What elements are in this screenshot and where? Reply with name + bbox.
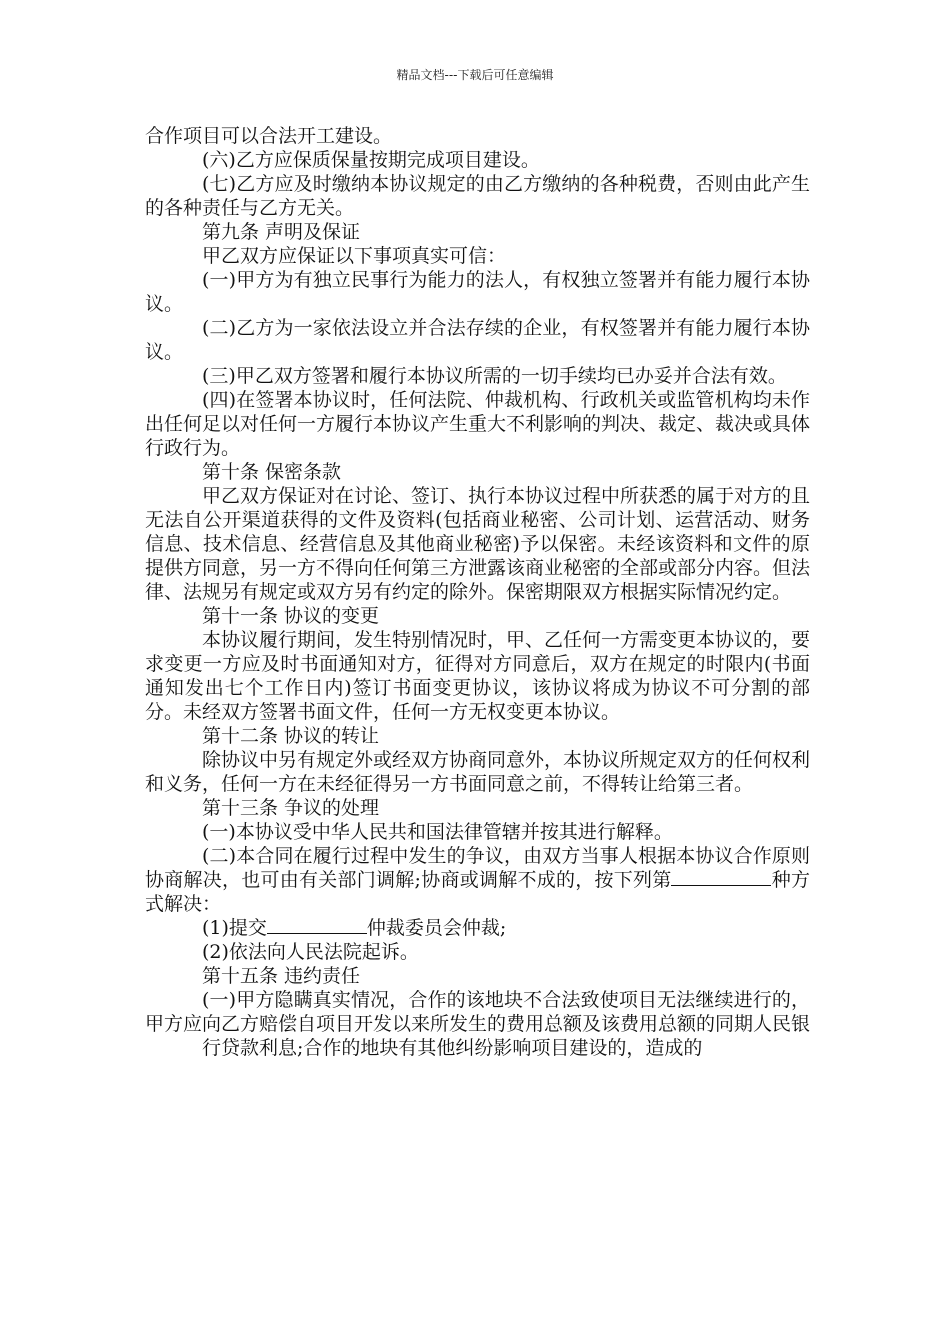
list-item: (一)本协议受中华人民共和国法律管辖并按其进行解释。 [202, 821, 673, 843]
clause-text: 仲裁委员会仲裁; [366, 917, 507, 939]
list-item [145, 844, 810, 916]
list-item [145, 916, 810, 940]
section-heading: 第十三条 争议的处理 [202, 797, 380, 819]
list-item: (四)在签署本协议时，任何法院、仲裁机构、行政机关或监管机构均未作出任何足以对任何一方履行本协议产生重大不利影响的判决、裁定、裁决或具体行政行为。 [145, 389, 811, 459]
paragraph: 行贷款利息;合作的地块有其他纠纷影响项目建设的，造成的 [202, 1037, 703, 1059]
list-item: (三)甲乙双方签署和履行本协议所需的一切手续均已办妥并合法有效。 [202, 365, 787, 387]
section-heading: 第十五条 违约责任 [202, 965, 361, 987]
document-body [145, 124, 810, 1060]
list-item: (七)乙方应及时缴纳本协议规定的由乙方缴纳的各种税费，否则由此产生的各种责任与乙方无关。 [145, 173, 810, 219]
clause-text: (1)提交 [202, 917, 267, 939]
page-header: 精品文档---下载后可任意编辑 [396, 68, 554, 82]
clause-text: (二)本合同在履行过程中发生的争议，由双方当事人根据本协议合作原则协商解决，也可由有关部门调解;协商或调解不成的，按下列第 [145, 845, 810, 891]
list-item: (2)依法向人民法院起诉。 [202, 941, 419, 963]
fill-in-blank [267, 916, 367, 934]
list-item: (六)乙方应保质保量按期完成项目建设。 [202, 149, 540, 171]
section-heading: 第十二条 协议的转让 [202, 725, 380, 747]
list-item: (一)甲方为有独立民事行为能力的法人，有权独立签署并有能力履行本协议。 [145, 269, 810, 315]
paragraph: 合作项目可以合法开工建设。 [145, 125, 393, 147]
paragraph: 甲乙双方保证对在讨论、签订、执行本协议过程中所获悉的属于对方的且无法自公开渠道获得的文件及资料(包括商业秘密、公司计划、运营活动、财务信息、技术信息、经营信息及其他商业秘密)予以保密。未经该资料和文件的原提供方同意，另一方不得向任何第三方泄露该商业秘密的全部或部分内容。但法律、法规另有规定或双方另有约定的除外。保密期限双方根据实际情况约定。 [145, 485, 811, 603]
fill-in-blank [671, 868, 771, 886]
list-item: (二)乙方为一家依法设立并合法存续的企业，有权签署并有能力履行本协议。 [145, 317, 810, 363]
paragraph: 甲乙双方应保证以下事项真实可信： [202, 245, 507, 267]
section-heading: 第十条 保密条款 [202, 461, 342, 483]
section-heading: 第十一条 协议的变更 [202, 605, 380, 627]
list-item: (一)甲方隐瞒真实情况，合作的该地块不合法致使项目无法继续进行的，甲方应向乙方赔偿自项目开发以来所发生的费用总额及该费用总额的同期人民银 [145, 989, 811, 1035]
section-heading: 第九条 声明及保证 [202, 221, 361, 243]
paragraph: 除协议中另有规定外或经双方协商同意外，本协议所规定双方的任何权利和义务，任何一方在未经征得另一方书面同意之前，不得转让给第三者。 [145, 749, 811, 795]
paragraph: 本协议履行期间，发生特别情况时，甲、乙任何一方需变更本协议的，要求变更一方应及时书面通知对方，征得对方同意后，双方在规定的时限内(书面通知发出七个工作日内)签订书面变更协议，该协议将成为协议不可分割的部分。未经双方签署书面文件，任何一方无权变更本协议。 [145, 629, 811, 723]
clause-text: 种方式解决： [145, 869, 810, 915]
